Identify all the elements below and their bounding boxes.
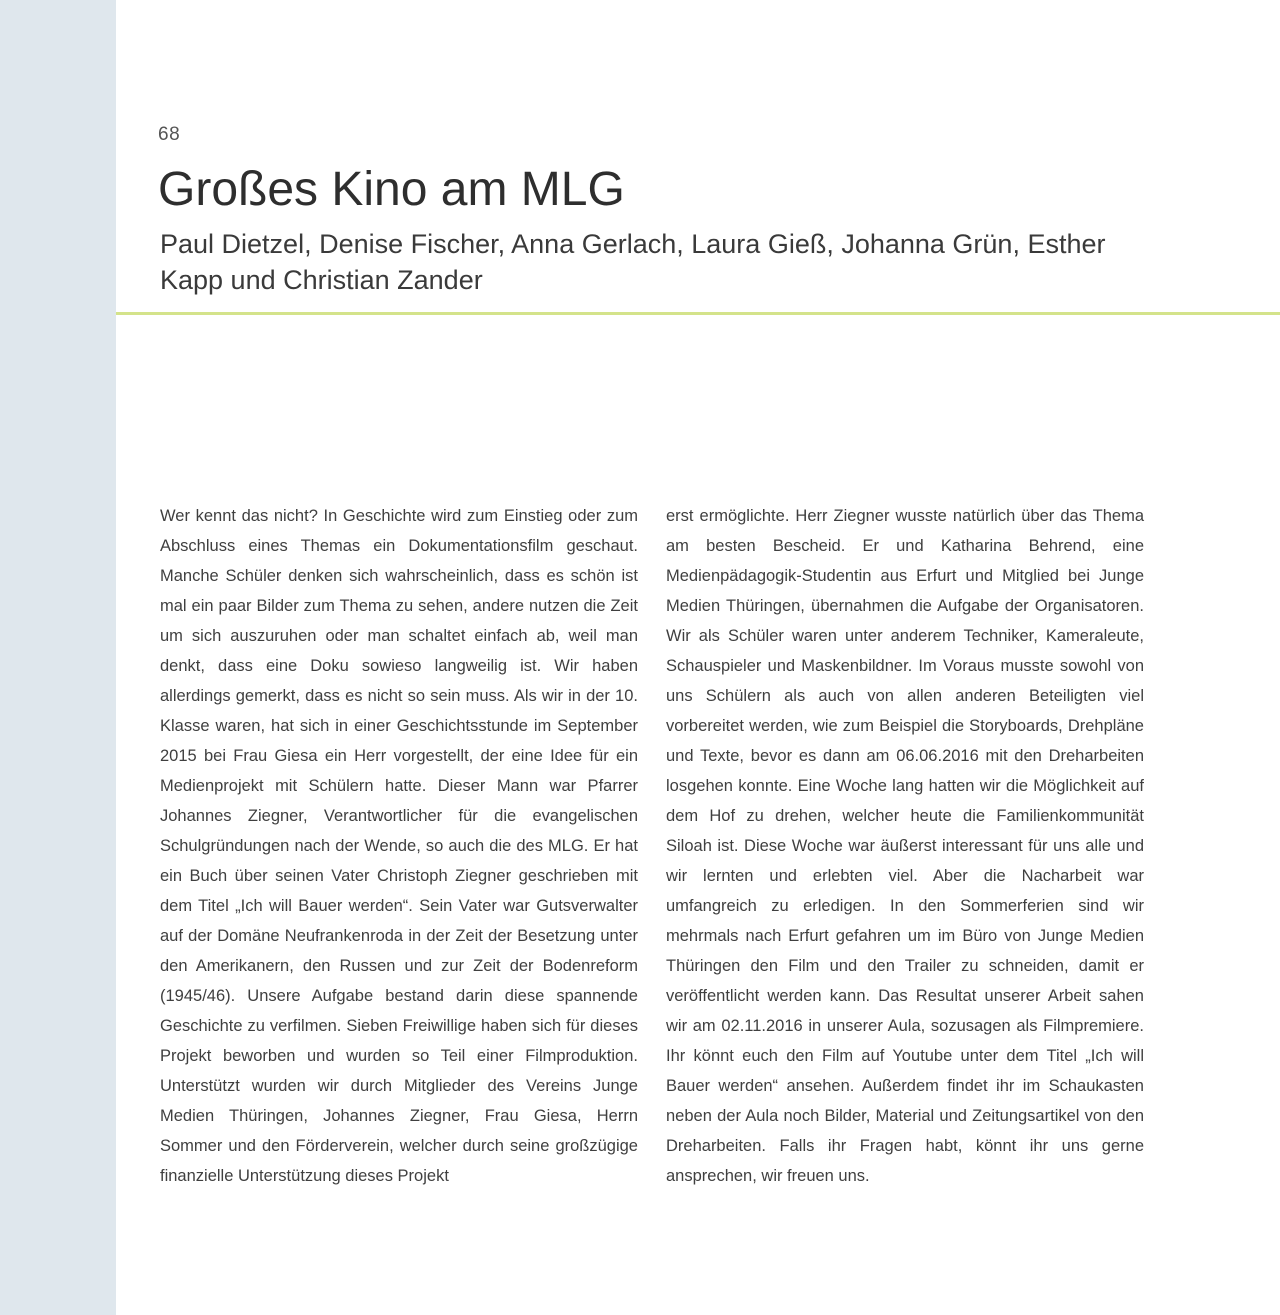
accent-divider: [116, 312, 1280, 315]
page-number: 68: [158, 124, 181, 145]
body-column-left: Wer kennt das nicht? In Geschichte wird zum Einstieg oder zum Abschluss eines Themas ein Dokumentationsfilm geschaut. Manche Schüler denken sich wahrscheinlich, dass es schön ist mal ein paar Bilder zum Thema zu sehen, andere nutzen die Zeit um sich auszuruhen oder man schaltet einfach ab, weil man denkt, dass eine Doku sowieso langweilig ist. Wir haben allerdings gemerkt, dass es nicht so sein muss. Als wir in der 10. Klasse waren, hat sich in einer Geschichtsstunde im September 2015 bei Frau Giesa ein Herr vorgestellt, der eine Idee für ein Medienprojekt mit Schülern hatte. Dieser Mann war Pfarrer Johannes Ziegner, Verantwortlicher für die evangelischen Schulgründungen nach der Wende, so auch die des MLG. Er hat ein Buch über seinen Vater Christoph Ziegner geschrieben mit dem Titel „Ich will Bauer werden“. Sein Vater war Gutsverwalter auf der Domäne Neufrankenroda in der Zeit der Besetzung unter den Amerikanern, den Russen und zur Zeit der Bodenreform (1945/46). Unsere Aufgabe bestand darin diese spannende Geschichte zu verfilmen. Sieben Freiwillige haben sich für dieses Projekt beworben und wurden so Teil einer Filmproduktion. Unterstützt wurden wir durch Mitglieder des Vereins Junge Medien Thüringen, Johannes Ziegner, Frau Giesa, Herrn Sommer und den Förderverein, welcher durch seine großzügige finanzielle Unterstützung dieses Projekt: [160, 507, 638, 1185]
article-title: Großes Kino am MLG: [158, 163, 625, 216]
body-column-right: erst ermöglichte. Herr Ziegner wusste natürlich über das Thema am besten Bescheid. Er und Katharina Behrend, eine Medienpädagogik-Studentin aus Erfurt und Mitglied bei Junge Medien Thüringen, übernahmen die Aufgabe der Organisatoren. Wir als Schüler waren unter anderem Techniker, Kameraleute, Schauspieler und Maskenbildner. Im Voraus musste sowohl von uns Schülern als auch von allen anderen Beteiligten viel vorbereitet werden, wie zum Beispiel die Storyboards, Drehpläne und Texte, bevor es dann am 06.06.2016 mit den Dreharbeiten losgehen konnte. Eine Woche lang hatten wir die Möglichkeit auf dem Hof zu drehen, welcher heute die Familienkommunität Siloah ist. Diese Woche war äußerst interessant für uns alle und wir lernten und erlebten viel. Aber die Nacharbeit war umfangreich zu erledigen. In den Sommerferien sind wir mehrmals nach Erfurt gefahren um im Büro von Junge Medien Thüringen den Film und den Trailer zu schneiden, damit er veröffentlicht werden kann. Das Resultat unserer Arbeit sahen wir am 02.11.2016 in unserer Aula, sozusagen als Filmpremiere. Ihr könnt euch den Film auf Youtube unter dem Titel „Ich will Bauer werden“ ansehen. Außerdem findet ihr im Schaukasten neben der Aula noch Bilder, Material und Zeitungsartikel von den Dreharbeiten. Falls ihr Fragen habt, könnt ihr uns gerne ansprechen, wir freuen uns.: [666, 507, 1144, 1185]
article-authors: Paul Dietzel, Denise Fischer, Anna Gerlach, Laura Gieß, Johanna Grün, Esther Kapp und Christian Zander: [160, 229, 1106, 295]
page-side-band: [0, 0, 116, 1315]
